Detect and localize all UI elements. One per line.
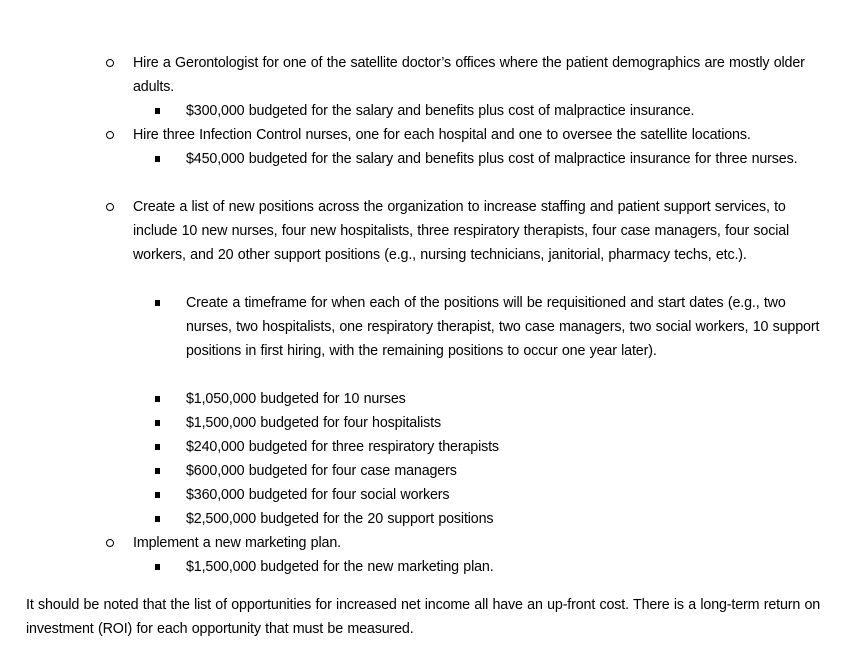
bullet-text: $1,500,000 budgeted for the new marketing plan. xyxy=(186,559,494,575)
bullet-text: Hire a Gerontologist for one of the satellite doctor’s offices where the patient demographics are mostly older adults. xyxy=(133,55,805,95)
square-bullet-icon xyxy=(155,492,160,498)
closing-paragraph: It should be noted that the list of opportunities for increased net income all have an up-front cost. There is a long-term return on investment (ROI) for each opportunity that must be measured. xyxy=(26,597,821,637)
bullet-item-level2 xyxy=(186,483,833,507)
square-bullet-icon xyxy=(155,468,160,474)
bullet-item-level2 xyxy=(186,555,833,579)
bullet-item-level2 xyxy=(186,435,833,459)
square-bullet-icon xyxy=(155,420,160,426)
square-bullet-icon xyxy=(155,444,160,450)
bullet-text: Create a list of new positions across the organization to increase staffing and patient support services, to include 10 new nurses, four new hospitalists, three respiratory therapists, four case managers, four social workers, and 20 other support positions (e.g., nursing technicians, janitorial, pharmacy techs, etc.). xyxy=(133,199,790,263)
bullet-item-level2 xyxy=(186,411,833,435)
bullet-item-level2 xyxy=(186,507,833,531)
bullet-item-level2 xyxy=(186,387,833,411)
bullet-text: Implement a new marketing plan. xyxy=(133,535,341,551)
bullet-text: Create a timeframe for when each of the positions will be requisitioned and start dates (e.g., two nurses, two hospitalists, one respiratory therapist, two case managers, two social workers, 10 support positions in first hiring, with the remaining positions to occur one year later). xyxy=(186,295,820,359)
bullet-item-level1 xyxy=(133,531,833,555)
bullet-item-level1 xyxy=(133,51,833,99)
hollow-circle-bullet-icon xyxy=(106,59,114,67)
square-bullet-icon xyxy=(155,300,160,306)
square-bullet-icon xyxy=(155,108,160,114)
bullet-item-level2 xyxy=(186,99,833,123)
bullet-text: $300,000 budgeted for the salary and benefits plus cost of malpractice insurance. xyxy=(186,103,695,119)
bullet-text: $240,000 budgeted for three respiratory therapists xyxy=(186,439,499,455)
square-bullet-icon xyxy=(155,156,160,162)
square-bullet-icon xyxy=(155,564,160,570)
bullet-item-level1 xyxy=(133,195,833,267)
hollow-circle-bullet-icon xyxy=(106,539,114,547)
bullet-text: $450,000 budgeted for the salary and benefits plus cost of malpractice insurance for three nurses. xyxy=(186,151,798,167)
hollow-circle-bullet-icon xyxy=(106,203,114,211)
bullet-text: $1,500,000 budgeted for four hospitalists xyxy=(186,415,441,431)
hollow-circle-bullet-icon xyxy=(106,131,114,139)
bullet-text: $1,050,000 budgeted for 10 nurses xyxy=(186,391,406,407)
bullet-item-level1 xyxy=(133,123,833,147)
bullet-text: $2,500,000 budgeted for the 20 support positions xyxy=(186,511,494,527)
bullet-text: $600,000 budgeted for four case managers xyxy=(186,463,457,479)
bullet-item-level2 xyxy=(186,291,833,363)
bullet-text: Hire three Infection Control nurses, one for each hospital and one to oversee the satellite locations. xyxy=(133,127,751,143)
bullet-item-level2 xyxy=(186,147,833,171)
bullet-item-level2 xyxy=(186,459,833,483)
square-bullet-icon xyxy=(155,396,160,402)
square-bullet-icon xyxy=(155,516,160,522)
bullet-text: $360,000 budgeted for four social workers xyxy=(186,487,450,503)
